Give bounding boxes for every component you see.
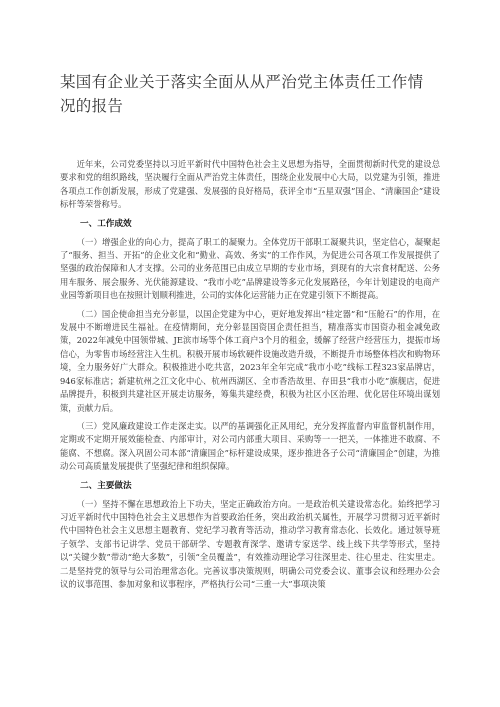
section2-paragraph-1: （一）坚持不懈在思想政治上下功夫，坚定正确政治方向。一是政治机关建设常态化。始终把学习习近平新时代中国特色社会主义思想作为首要政治任务，突出政治机关属性，开展学习贯彻习近平新时代中国特色社会主义思想主题教育、党纪学习教育等活动，推动学习教育常态化、长效化。通过领导班子领学、支部书记讲学、党员干部研学、专题教育深学、邀请专家送学、线上线下共学等形式，坚持以“关键少数”带动“绝大多数”，引领“全员覆盖”，有效推动理论学习往深里走、往心里走、往实里走。二是坚持党的领导与公司治理常态化。完善议事决策规则，明确公司党委会议、董事会议和经理办公会议的议事范围、参加对象和议事程序，严格执行公司“三重一大”事项决策: [60, 498, 440, 589]
intro-paragraph: 近年来，公司党委坚持以习近平新时代中国特色社会主义思想为指导，全面贯彻新时代党的建设总要求和党的组织路线，坚决履行全面从严治党主体责任，围绕企业发展中心大局，以党建为引领，推进各项点工作创新发展，形成了党建强、发展强的良好格局，获评全市“五星双强”国企、“清廉国企”建设标杆等荣誉称号。: [60, 159, 440, 210]
section1-paragraph-3: （三）党风廉政建设工作走深走实。以严的基调强化正风用纪，充分发挥监督内审监督机制作用，定期或不定期开展效能检查、内部审计，对公司内部重大项目、采购等一一把关，一体推进不敢腐、不能腐、不想腐。深入巩固公司本部“清廉国企”标杆建设成果，逐步推进各子公司“清廉国企”创建，为推动公司高质量发展提供了坚强纪律和组织保障。: [60, 420, 440, 472]
section-heading-1: 一、工作成效: [80, 218, 132, 229]
section-heading-2: 二、主要做法: [80, 480, 132, 491]
section1-paragraph-1: （一）增强企业的向心力，提高了职工的凝聚力。全体党历干部职工凝聚共识，坚定信心，凝聚起了“服务、担当、开拓”的企业文化和“勤业、高效、务实”的工作作风，为促进公司各项工作发展提供了坚强的政治保障和人才支撑。公司的业务范围已由成立早期的专业市场，到现有的大宗食材配送、公务用车服务、展会服务、光伏能源建设、“我市小吃”品牌建设等多元化发展路径，今年计划建设的电商产业园等新项目也在按照计划顺利推进，公司的实体化运营能力正在党建引领下不断提高。: [60, 236, 440, 301]
section1-paragraph-2: （二）国企使命担当充分彰显，以国企党建为中心，更好地发挥出“桂定器”和“压舱石”的作用，在发展中不断增进民生福祉。在疫情期间，充分彰显国资国企责任担当，精准落实市国资办租金减免政策，2022年减免中国领带城、JE滨市场等个体工商户3个月的租金，缓解了经营户经营压力，提振市场信心，为零售市场经营注入生机。积极开展市场软硬件设施改造升级，不断提升市场整体档次和购物环境，全力服务好广大群众。积极推进小吃共富，2023年全年完成“我市小吃”线标工程323家品牌店，946家标准店；新建杭州之江文化中心、杭州西湖区、全市香浩故里、存田县“我市小吃”旗舰店，促进品牌提升，积极到共建社区开展走访服务，筹集共建经费，积极为社区小区治理、优化居住环境出谋划策，贡献力后。: [60, 308, 440, 413]
document-title: 某国有企业关于落实全面从从严治党主体责任工作情况的报告: [60, 73, 424, 115]
